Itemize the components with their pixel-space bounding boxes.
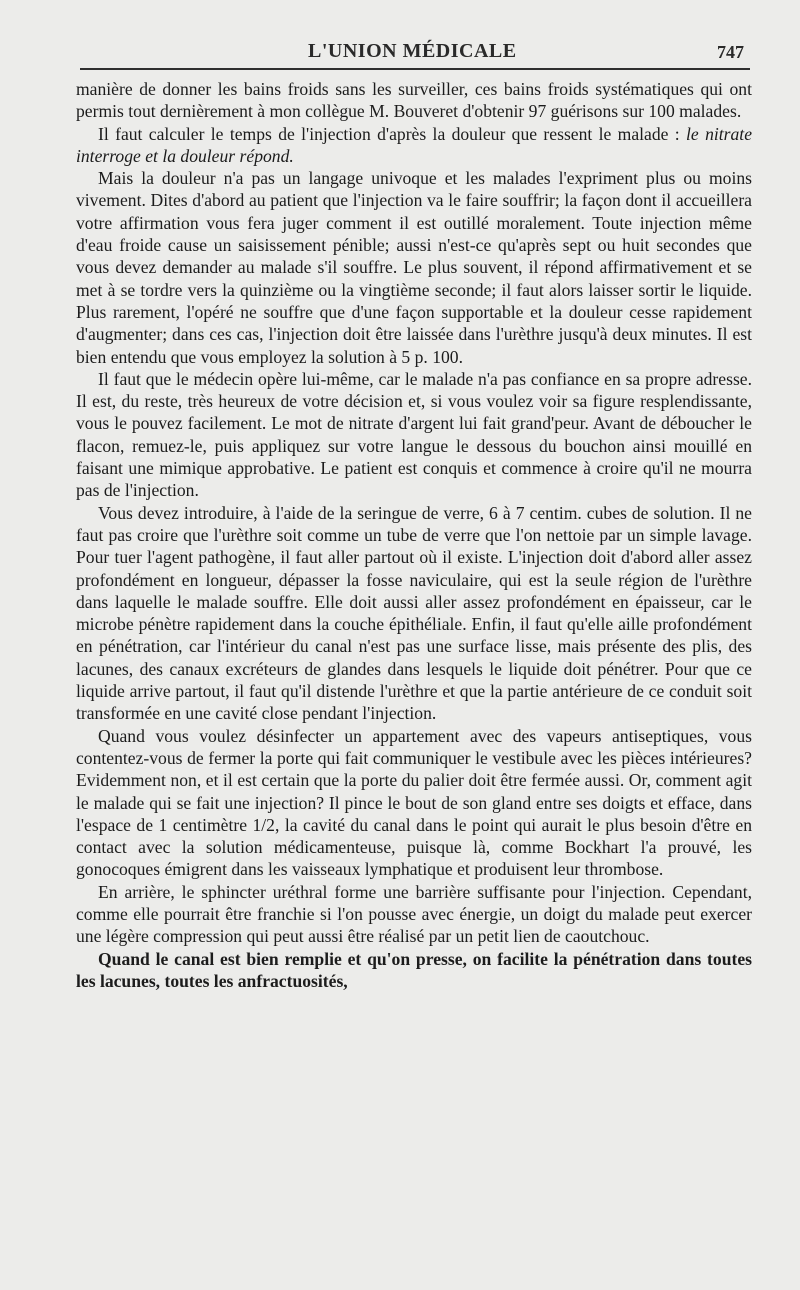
- paragraph: Il faut que le médecin opère lui-même, car le malade n'a pas confiance en sa propre adresse. Il est, du reste, très heureux de votre décision et, si vous voulez voir sa figure resplendissante, vous le pouvez facilement. Le mot de nitrate d'argent lui fait grand'peur. Avant de déboucher le flacon, remuez-le, puis appliquez sur votre langue le dessous du bouchon ainsi mouillé en faisant une mimique approbative. Le patient est conquis et commence à croire qu'il ne mourra pas de l'injection.: [76, 368, 752, 501]
- italic-quote: le nitrate interroge et la douleur répond.: [76, 123, 753, 166]
- paragraph: Mais la douleur n'a pas un langage univoque et les malades l'expriment plus ou moins vivement. Dites d'abord au patient que l'injection va le faire souffrir; la façon dont il accueillera votre affirmation vous fera juger comment il est outillé moralement. Toute injection même d'eau froide cause un saisissement pénible; aussi n'est-ce qu'après sept ou huit secondes que vous devez demander au malade s'il souffre. Le plus souvent, il répond affirmativement et se met à se tordre vers la quinzième ou la vingtième seconde; il faut alors laisser sortir le liquide. Plus rarement, l'opéré ne souffre que d'une façon supportable et la douleur cesse rapidement d'augmenter; dans ces cas, l'injection doit être laissée dans l'urèthre jusqu'à deux minutes. Il est bien entendu que vous employez la solution à 5 p. 100.: [76, 168, 752, 367]
- page-number: 747: [717, 42, 744, 62]
- running-title: L'UNION MÉDICALE: [308, 40, 517, 62]
- paragraph: Vous devez introduire, à l'aide de la seringue de verre, 6 à 7 centim. cubes de solution. Il ne faut pas croire que l'urèthre soit comme un tube de verre que l'on nettoie par un simple lavage. Pour tuer l'agent pathogène, il faut aller partout où il existe. L'injection doit d'abord aller assez profondément en longueur, dépasser la fosse naviculaire, qui est la seule région de l'urèthre dans laquelle le malade souffre. Elle doit aussi aller assez profondément en épaisseur, car le microbe pénètre rapidement dans la couche épithéliale. Enfin, il faut qu'elle aille profondément en pénétration, car l'intérieur du canal n'est pas une surface lisse, mais présente des plis, des lacunes, des canaux excréteurs de glandes dans lesquels le liquide doit pénétrer. Pour que ce liquide arrive partout, il faut qu'il distende l'urèthre et que la partie antérieure de ce conduit soit transformée en une cavité close pendant l'injection.: [76, 502, 752, 724]
- paragraph: Quand le canal est bien remplie et qu'on presse, on facilite la pénétration dans toutes les lacunes, toutes les anfractuosités,: [76, 948, 752, 991]
- page-header: [78, 34, 750, 66]
- body-text: [76, 78, 752, 992]
- header-rule: [80, 68, 750, 70]
- paragraph: En arrière, le sphincter uréthral forme une barrière suffisante pour l'injection. Cependant, comme elle pourrait être franchie si l'on pousse avec énergie, un doigt du malade peut exercer une légère compression qui peut aussi être réalisé par un petit lien de caoutchouc.: [76, 881, 752, 947]
- paragraph: [76, 123, 752, 168]
- paragraph-text: Il faut calculer le temps de l'injection d'après la douleur que ressent le malade :: [98, 123, 687, 144]
- paragraph: manière de donner les bains froids sans les surveiller, ces bains froids systématiques qui ont permis tout dernièrement à mon collègue M. Bouveret d'obtenir 97 guérisons sur 100 malades.: [76, 79, 752, 122]
- paragraph: Quand vous voulez désinfecter un appartement avec des vapeurs antiseptiques, vous contentez-vous de fermer la porte qui fait communiquer le vestibule avec les pièces intérieures? Evidemment non, et il est certain que la porte du palier doit être fermée aussi. Or, comment agit le malade qui se fait une injection? Il pince le bout de son gland entre ses doigts et efface, dans l'espace de 1 centimètre 1/2, la cavité du canal dans le point qui aurait le plus besoin d'être en contact avec la solution médicamenteuse, puisque là, comme Bockhart l'a prouvé, les gonocoques émigrent dans les vaisseaux lymphatique et produisent leur thrombose.: [76, 725, 752, 880]
